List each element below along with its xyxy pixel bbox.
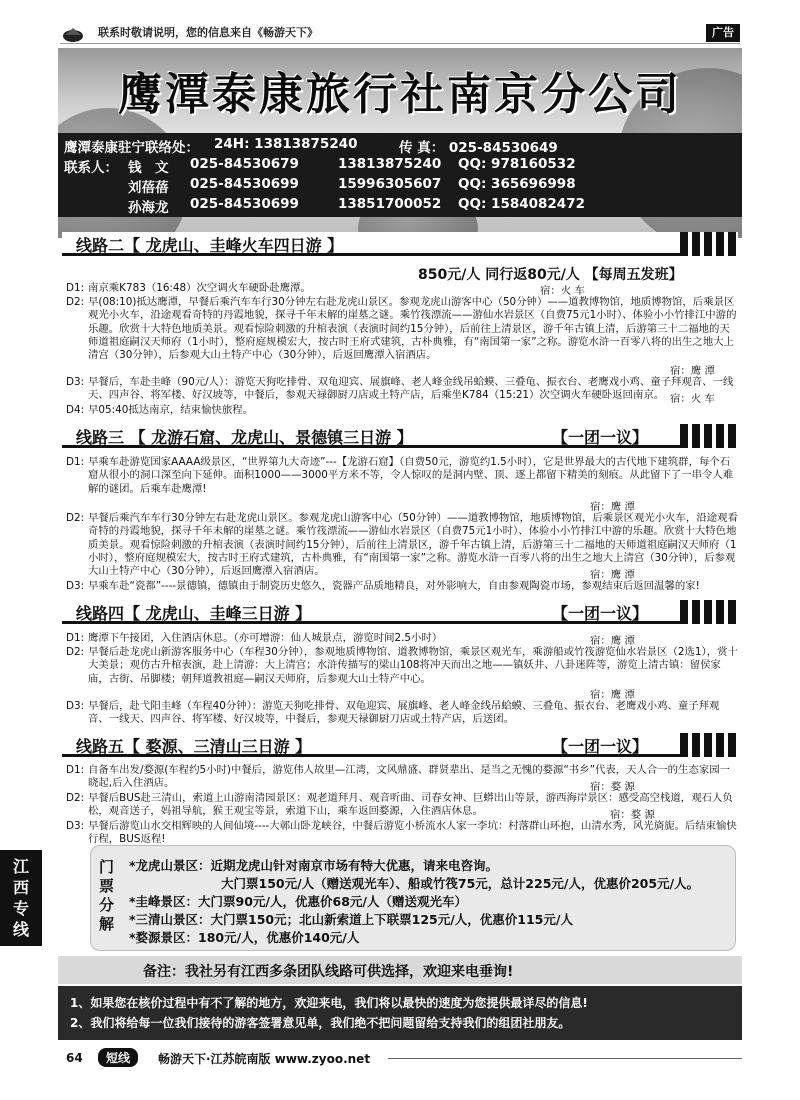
stripe-decoration: [680, 600, 738, 624]
notice-line: 2、我们将给每一位我们接待的游客签署意见单，我们绝不把问题留给支持我们的组团社朋友。: [70, 1016, 571, 1030]
route-title: 线路三 【 龙游石窟、龙虎山、景德镇三日游 】: [76, 428, 413, 447]
day-label: D1:: [66, 632, 85, 644]
route-title: 线路五【 婺源、三清山三日游 】: [76, 737, 312, 756]
day-label: D3:: [66, 376, 85, 388]
contact-mobile: 13813875240: [338, 156, 442, 172]
day-label: D1:: [66, 764, 85, 776]
route-tag: 【一团一议】: [552, 737, 649, 756]
day-label: D1:: [66, 456, 85, 468]
stay-info: 宿：火 车: [540, 285, 585, 297]
ticket-line: *圭峰景区：大门票90元/人，优惠价68元/人（赠送观光车）: [129, 894, 467, 909]
side-tab-text: 江西专线: [12, 857, 29, 939]
contact-name: 孙海龙: [128, 200, 169, 216]
footer-rule: [388, 1058, 742, 1059]
notice-panel: [58, 986, 742, 1040]
itinerary-day: [66, 820, 740, 847]
stay-info: 宿：鹰 潭: [590, 635, 635, 647]
contact-tel: 025-84530699: [190, 176, 299, 192]
stay-info: 宿：婺 源: [610, 809, 655, 821]
day-text: 早餐后BUS赴三清山，索道上山游南清园景区：观老道拜月、观音听曲、司春女神、巨蟒出山等景，游西海岸景区：感受高空栈道，观石人负松，观音送子，妈祖导航，猴王观宝等景，索道下山，乘车返回婺源，入住酒店休息。: [88, 792, 733, 818]
stripe-decoration: [680, 733, 738, 757]
contact-name: 钱 文: [128, 160, 169, 176]
magazine-logo-icon: [62, 26, 84, 44]
day-text: 早餐后，车赴圭峰（90元/人）：游览天狗吃排骨、双龟迎宾、展旗峰、老人峰金线吊蛤蟆、三叠龟、振衣台、老鹰戏小鸡、童子拜观音、一线天、四声谷、将军楼、好汉坡等，中餐后，参观天禄御厨刀店或土特产店，后乘坐K784（15:21）次空调火车硬卧返回南京。: [88, 376, 734, 402]
day-text: 鹰潭下午接团，入住酒店休息。（亦可增游：仙人城景点，游览时间2.5小时）: [88, 632, 443, 644]
day-label: D2:: [66, 512, 85, 524]
day-label: D3:: [66, 580, 85, 592]
route-2-price: 850元/人 同行返80元/人 【每周五发班】: [418, 267, 683, 283]
stay-info: 宿：火 车: [670, 393, 715, 405]
stay-info: 宿：鹰 潭: [590, 569, 635, 581]
day-text: 早餐后乘汽车车行30分钟左右赴龙虎山景区。参观龙虎山游客中心（50分钟）——道教博物馆，地质博物馆，后乘景区观光小火车，沿途观看奇特的丹霞地貌，探寻千年未解的崖墓之谜。乘竹筏漂流——游仙水岩景区（自费75元1小时）、体验小小竹排江中游的乐趣。欣赏十大特色地质美景。观看惊险刺激的升棺表演（表演时间约15分钟），后前往上清景区，游千年古镇上清，后游第三十二福地的天师道祖庭嗣汉天师府（1小时），整府庭规模宏大，按古时王府式建筑，古朴典雅，有“南国第一家”之称。游览水浒一百零八将的出生之地大上清宫（30分钟），后参观大山土特产中心（30分钟），后返回鹰潭入宿酒店。: [88, 512, 738, 578]
day-label: D2:: [66, 646, 85, 658]
page-footer: [58, 1046, 742, 1070]
day-label: D2:: [66, 792, 85, 804]
contact-panel: [58, 133, 742, 217]
ticket-breakdown: [90, 845, 736, 951]
contact-name: 刘蓓蓓: [128, 180, 169, 196]
itinerary-day: [66, 376, 740, 403]
contact-mobile: 15996305607: [338, 176, 442, 192]
itinerary-day: [66, 512, 740, 578]
day-text: 自备车出发/婺源(车程约5小时)中餐后，游览伟人故里—江湾，文风鼎盛、群贤辈出、是当之无愧的婺源“书乡”代表，天人合一的生态家园一晓起,后入住酒店。: [88, 764, 731, 790]
route-4-header: [62, 600, 738, 624]
page-number: 64: [66, 1051, 83, 1065]
company-title: 鹰潭泰康旅行社南京分公司: [118, 69, 682, 120]
hotline: 24H: 13813875240: [214, 136, 358, 152]
remark-bar: [58, 956, 742, 984]
contact-qq: QQ: 1584082472: [458, 196, 585, 212]
itinerary-day: [66, 646, 740, 686]
stay-info: 宿：鹰 潭: [670, 365, 715, 377]
notice-line: 1、如果您在核价过程中有不了解的地方，欢迎来电，我们将以最快的速度为您提供最详尽的信息!: [70, 996, 588, 1010]
day-label: D3:: [66, 700, 85, 712]
section-badge: 短线: [98, 1048, 138, 1067]
ticket-line: *三清山景区：大门票150元；北山新索道上下联票125元/人，优惠价115元/人: [129, 912, 573, 927]
itinerary-day: [66, 404, 740, 417]
day-text: 早餐后游览山水交相辉映的人间仙境----大鄣山卧龙峡谷，中餐后游览小桥流水人家一李坑：村落群山环抱，山清水秀，风光旖旎。后结束愉快行程，BUS返程!: [88, 820, 737, 846]
day-text: 早(08:10)抵达鹰潭，早餐后乘汽车车行30分钟左右赴龙虎山景区。参观龙虎山游客中心（50分钟）——道教博物馆，地质博物馆，后乘景区观光小火车，沿途观看奇特的丹霞地貌，探寻千年未解的崖墓之谜。乘竹筏漂流——游仙水岩景区（自费75元1小时）、体验小小竹排江中游的乐趣。欣赏十大特色地质美景。观看惊险刺激的升棺表演（表演时间约15分钟），后前往上清景区，游千年古镇上清，后游第三十二福地的天师道祖庭嗣汉天师府（1小时），整府庭规模宏大，按古时王府式建筑，古朴典雅，有“南国第一家”之称。游览水浒一百零八将的出生之地大上清宫（30分钟），后参观大山土特产中心（30分钟），后返回鹰潭入宿酒店。: [88, 296, 737, 362]
day-text: 早乘车赴游览国家AAAA级景区，“世界第九大奇迹”---【龙游石窟】（自费50元，游览约1.5小时），它是世界最大的古代地下建筑群，每个石窟从很小的洞口深至向下延伸。面积1000——3000平方米不等，令人惊叹的是洞内壁、顶、逐上都留下精美的刻痕。从此留下了一串令人难解的谜团。后乘车赴鹰潭!: [88, 456, 734, 495]
stay-info: 宿：鹰 潭: [590, 501, 635, 513]
source-note: 联系时敬请说明，您的信息来自《畅游天下》: [98, 26, 318, 39]
stay-info: 宿：婺 源: [590, 781, 635, 793]
day-label: D1:: [66, 282, 85, 294]
route-2-header: [62, 232, 738, 256]
contact-tel: 025-84530699: [190, 196, 299, 212]
people-label: 联系人：: [64, 160, 118, 176]
contact-mobile: 13851700052: [338, 196, 442, 212]
day-text: 早乘车赴“瓷都”----景德镇，德镇由于制瓷历史悠久，瓷器产品质地精良，对外影响大，自由参观陶瓷市场，参观结束后返回温馨的家!: [88, 580, 700, 592]
route-title: 线路四【 龙虎山、圭峰三日游 】: [76, 604, 312, 623]
route-5-header: [62, 733, 738, 757]
itinerary-day: [66, 580, 740, 593]
route-3-header: [62, 424, 738, 448]
day-text: 南京乘K783（16:48）次空调火车硬卧赴鹰潭。: [88, 282, 311, 294]
section-side-tab: [0, 850, 42, 946]
footer-site: 畅游天下·江苏皖南版 www.zyoo.net: [158, 1052, 371, 1066]
stripe-decoration: [680, 424, 738, 448]
stay-info: 宿：鹰 潭: [590, 689, 635, 701]
itinerary-day: [66, 456, 740, 496]
day-label: D2:: [66, 296, 85, 308]
ticket-label: 门票分解: [99, 858, 115, 933]
ticket-line: 大门票150元/人（赠送观光车）、船或竹筏75元，总计225元/人，优惠价205元/人。: [221, 876, 700, 891]
ticket-line: *龙虎山景区：近期龙虎山针对南京市场有特大优惠，请来电咨询。: [129, 858, 499, 873]
stripe-decoration: [680, 232, 738, 256]
itinerary-day: [66, 296, 740, 362]
itinerary-day: [66, 632, 740, 645]
fax: 传 真： 025-84530649: [399, 140, 558, 156]
day-label: D3:: [66, 820, 85, 832]
contact-qq: QQ: 978160532: [458, 156, 576, 172]
header-strip: [60, 22, 740, 44]
contact-qq: QQ: 365696998: [458, 176, 576, 192]
day-label: D4:: [66, 404, 85, 416]
route-tag: 【一团一议】: [552, 604, 649, 623]
contact-tel: 025-84530679: [190, 156, 299, 172]
ticket-line: *婺源景区：180元/人，优惠价140元/人: [129, 930, 360, 945]
itinerary-day: [66, 282, 740, 295]
remark-text: 备注：我社另有江西多条团队线路可供选择，欢迎来电垂询!: [143, 964, 514, 980]
route-title: 线路二【 龙虎山、圭峰火车四日游 】: [76, 236, 344, 255]
ad-tag: 广告: [706, 24, 740, 42]
day-text: 早05:40抵达南京，结束愉快旅程。: [88, 404, 254, 416]
day-text: 早餐后赴龙虎山新游客服务中心（车程30分钟），参观地质博物馆、道教博物馆，乘景区观光车，乘游船或竹筏游览仙水岩景区（2选1），赏十大美景；观仿古升棺表演，赴上清游：大上清宫；水浒传描写的梁山108将冲天而出之地——镇妖井、八卦迷阵等，游览上清古镇：留侯家庙，古街、吊脚楼；朝拜道教祖庭—嗣汉天师府，后参观大山土特产中心。: [88, 646, 738, 685]
itinerary-day: [66, 764, 740, 791]
office-label: 鹰潭泰康驻宁联络处：: [64, 140, 199, 156]
day-text: 早餐后，赴弋阳圭峰（车程40分钟）：游览天狗吃排骨、双龟迎宾、展旗峰、老人峰金线吊蛤蟆、三叠龟、振衣台、老鹰戏小鸡、童子拜观音、一线天、四声谷、将军楼、好汉坡等，中餐后，参观天禄御厨刀店或土特产店，后送团。: [88, 700, 720, 726]
itinerary-day: [66, 700, 740, 727]
route-tag: 【一团一议】: [552, 428, 649, 447]
